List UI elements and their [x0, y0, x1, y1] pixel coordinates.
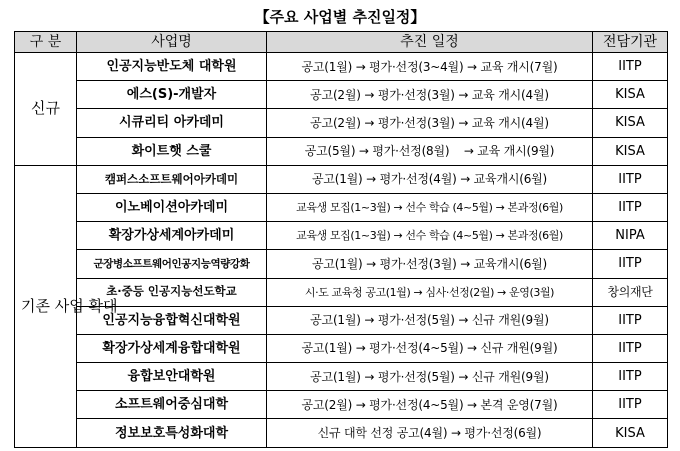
- program-agency: IITP: [593, 53, 668, 81]
- table-row: [15, 391, 668, 419]
- program-schedule: 공고(2월) → 평가·선정(3월) → 교육 개시(4월): [267, 109, 593, 137]
- program-name: 인공지능융합혁신대학원: [77, 306, 267, 334]
- schedule-table: [14, 31, 668, 448]
- table-header-row: [15, 32, 668, 53]
- program-agency: IITP: [593, 391, 668, 419]
- page-title: 【주요 사업별 추진일정】: [254, 8, 426, 26]
- program-agency: IITP: [593, 193, 668, 221]
- table-row: [15, 222, 668, 250]
- program-agency: KISA: [593, 419, 668, 447]
- program-agency: 창의재단: [593, 278, 668, 306]
- program-name: 소프트웨어중심대학: [77, 391, 267, 419]
- program-schedule: 공고(1월) → 평가·선정(3~4월) → 교육 개시(7월): [267, 53, 593, 81]
- program-schedule: 공고(1월) → 평가·선정(5월) → 신규 개원(9월): [267, 363, 593, 391]
- program-agency: IITP: [593, 250, 668, 278]
- program-agency: KISA: [593, 81, 668, 109]
- program-schedule: 공고(1월) → 평가·선정(4월) → 교육개시(6월): [267, 165, 593, 193]
- program-name: 정보보호특성화대학: [77, 419, 267, 447]
- program-name: 화이트햇 스쿨: [77, 137, 267, 165]
- program-schedule: 공고(2월) → 평가·선정(3월) → 교육 개시(4월): [267, 81, 593, 109]
- table-row: [15, 53, 668, 81]
- header-agency: 전담기관: [593, 32, 668, 53]
- program-name: 캠퍼스소프트웨어아카데미: [77, 165, 267, 193]
- table-row: [15, 109, 668, 137]
- header-program: 사업명: [77, 32, 267, 53]
- program-agency: NIPA: [593, 222, 668, 250]
- category-new: 신규: [15, 53, 77, 166]
- program-name: 군장병소프트웨어인공지능역량강화: [77, 250, 267, 278]
- program-agency: KISA: [593, 109, 668, 137]
- header-schedule: 추진 일정: [267, 32, 593, 53]
- program-name: 초·중등 인공지능선도학교: [77, 278, 267, 306]
- table-row: [15, 419, 668, 447]
- program-name: 시큐리티 아카데미: [77, 109, 267, 137]
- header-category: 구 분: [15, 32, 77, 53]
- program-schedule: 시·도 교육청 공고(1월) → 심사·선정(2월) → 운영(3월): [267, 278, 593, 306]
- table-row: [15, 137, 668, 165]
- program-schedule: 공고(2월) → 평가·선정(4~5월) → 본격 운영(7월): [267, 391, 593, 419]
- category-existing: 기존 사업 확대: [15, 165, 77, 447]
- program-agency: IITP: [593, 165, 668, 193]
- program-name: 확장가상세계융합대학원: [77, 334, 267, 362]
- program-name: 이노베이션아카데미: [77, 193, 267, 221]
- program-schedule: 공고(5월) → 평가·선정(8월) → 교육 개시(9월): [267, 137, 593, 165]
- program-schedule: 신규 대학 선정 공고(4월) → 평가·선정(6월): [267, 419, 593, 447]
- table-row: [15, 193, 668, 221]
- program-name: 에스(S)-개발자: [77, 81, 267, 109]
- program-agency: IITP: [593, 306, 668, 334]
- program-schedule: 공고(1월) → 평가·선정(3월) → 교육개시(6월): [267, 250, 593, 278]
- table-row: [15, 250, 668, 278]
- program-agency: KISA: [593, 137, 668, 165]
- program-agency: IITP: [593, 363, 668, 391]
- program-agency: IITP: [593, 334, 668, 362]
- table-row: [15, 165, 668, 193]
- program-name: 융합보안대학원: [77, 363, 267, 391]
- table-row: [15, 81, 668, 109]
- program-schedule: 공고(1월) → 평가·선정(5월) → 신규 개원(9월): [267, 306, 593, 334]
- table-row: [15, 363, 668, 391]
- program-name: 확장가상세계아카데미: [77, 222, 267, 250]
- program-schedule: 교육생 모집(1~3월) → 선수 학습 (4~5월) → 본과정(6월): [267, 222, 593, 250]
- table-row: [15, 334, 668, 362]
- program-schedule: 교육생 모집(1~3월) → 선수 학습 (4~5월) → 본과정(6월): [267, 193, 593, 221]
- program-schedule: 공고(1월) → 평가·선정(4~5월) → 신규 개원(9월): [267, 334, 593, 362]
- program-name: 인공지능반도체 대학원: [77, 53, 267, 81]
